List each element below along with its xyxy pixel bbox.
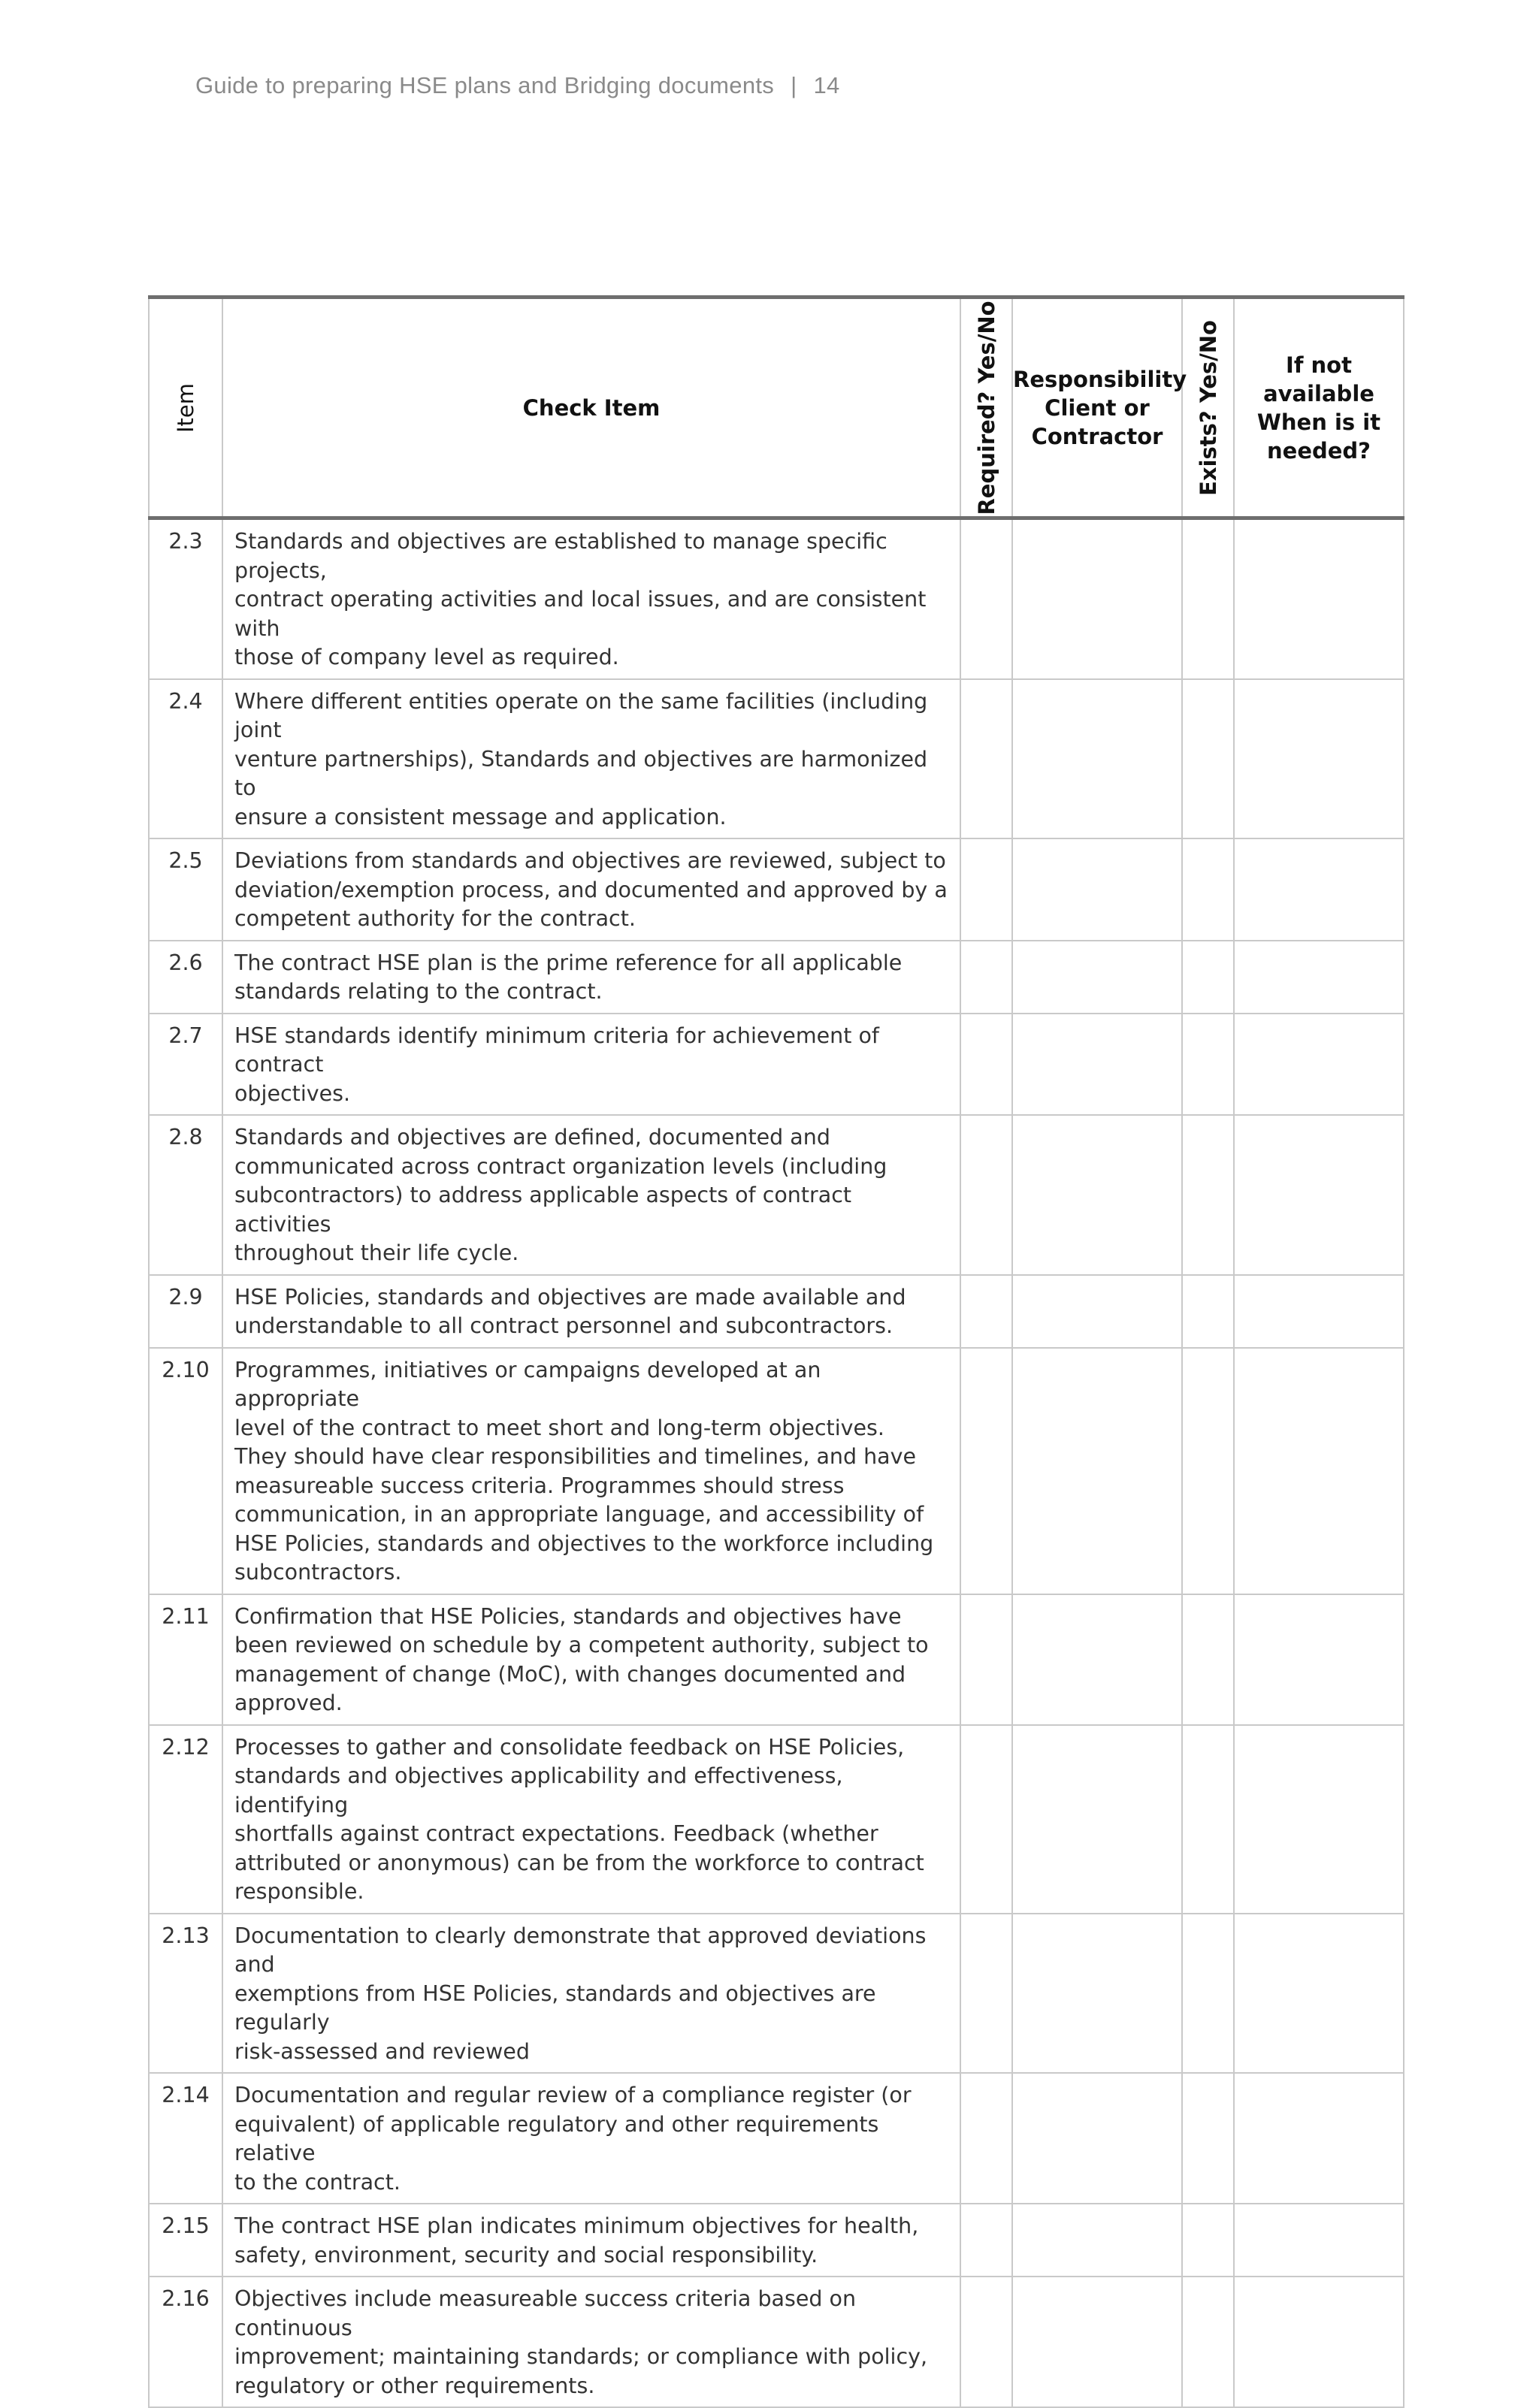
if-not-available-cell xyxy=(1234,1014,1404,1116)
column-header-item-label: Item xyxy=(173,382,198,433)
column-header-if-not-available-line: If not xyxy=(1286,352,1352,378)
required-cell xyxy=(960,838,1012,941)
if-not-available-cell xyxy=(1234,2073,1404,2204)
column-header-if-not-available-line: When is it xyxy=(1256,409,1381,435)
row-check-item xyxy=(222,679,960,839)
required-cell xyxy=(960,2277,1012,2407)
exists-cell xyxy=(1182,2073,1234,2204)
exists-cell xyxy=(1182,1014,1234,1116)
exists-cell xyxy=(1182,1275,1234,1348)
required-cell xyxy=(960,1275,1012,1348)
responsibility-cell xyxy=(1012,1594,1182,1725)
if-not-available-cell xyxy=(1234,1348,1404,1594)
row-item-number: 2.15 xyxy=(149,2204,222,2277)
responsibility-cell xyxy=(1012,1275,1182,1348)
required-cell xyxy=(960,941,1012,1014)
column-header-item xyxy=(149,298,222,518)
table-row xyxy=(149,2073,1404,2204)
check-item-line: HSE Policies, standards and objectives to the workforce including xyxy=(234,1530,934,1556)
if-not-available-cell xyxy=(1234,518,1404,679)
column-header-responsibility-line: Responsibility xyxy=(1013,366,1187,392)
check-item-line: safety, environment, security and social responsibility. xyxy=(234,2242,818,2268)
responsibility-cell xyxy=(1012,1115,1182,1275)
responsibility-cell xyxy=(1012,2204,1182,2277)
row-check-item xyxy=(222,2204,960,2277)
check-item-line: The contract HSE plan is the prime reference for all applicable xyxy=(234,950,903,975)
check-item-line: Standards and objectives are defined, documented and xyxy=(234,1125,830,1150)
check-item-line: They should have clear responsibilities and timelines, and have xyxy=(234,1444,917,1469)
row-check-item xyxy=(222,1725,960,1914)
column-header-exists-label: Exists? Yes/No xyxy=(1195,319,1221,496)
row-item-number: 2.10 xyxy=(149,1348,222,1594)
required-cell xyxy=(960,1014,1012,1116)
check-item-line: measureable success criteria. Programmes should stress xyxy=(234,1473,845,1498)
table-row xyxy=(149,941,1404,1014)
required-cell xyxy=(960,1348,1012,1594)
responsibility-cell xyxy=(1012,1014,1182,1116)
row-check-item xyxy=(222,941,960,1014)
row-check-item xyxy=(222,2277,960,2407)
table-row xyxy=(149,1914,1404,2074)
exists-cell xyxy=(1182,941,1234,1014)
check-item-line: regulatory or other requirements. xyxy=(234,2373,595,2398)
exists-cell xyxy=(1182,1115,1234,1275)
if-not-available-cell xyxy=(1234,1115,1404,1275)
check-item-line: venture partnerships), Standards and objectives are harmonized to xyxy=(234,746,928,800)
exists-cell xyxy=(1182,838,1234,941)
table-body xyxy=(149,518,1404,2408)
column-header-responsibility xyxy=(1012,298,1187,518)
table-header-row xyxy=(149,298,1404,518)
row-item-number: 2.16 xyxy=(149,2277,222,2407)
check-item-line: throughout their life cycle. xyxy=(234,1240,519,1265)
exists-cell xyxy=(1182,679,1234,839)
if-not-available-cell xyxy=(1234,2204,1404,2277)
header-divider: | xyxy=(791,72,797,98)
table-row xyxy=(149,1275,1404,1348)
table-row xyxy=(149,1725,1404,1914)
column-header-required-label: Required? Yes/No xyxy=(973,300,999,515)
responsibility-cell xyxy=(1012,2073,1182,2204)
check-item-line: contract operating activities and local issues, and are consistent with xyxy=(234,587,927,641)
table-row xyxy=(149,518,1404,679)
column-header-exists xyxy=(1182,298,1234,518)
check-item-line: responsible. xyxy=(234,1879,364,1904)
check-item-line: competent authority for the contract. xyxy=(234,906,636,931)
responsibility-cell xyxy=(1012,1725,1182,1914)
hse-checklist-table xyxy=(148,295,1404,2408)
if-not-available-cell xyxy=(1234,679,1404,839)
row-item-number: 2.6 xyxy=(149,941,222,1014)
check-item-line: HSE Policies, standards and objectives are made available and xyxy=(234,1284,906,1310)
row-item-number: 2.12 xyxy=(149,1725,222,1914)
required-cell xyxy=(960,679,1012,839)
responsibility-cell xyxy=(1012,518,1182,679)
check-item-line: Documentation and regular review of a compliance register (or xyxy=(234,2083,912,2107)
table-row xyxy=(149,1115,1404,1275)
exists-cell xyxy=(1182,518,1234,679)
check-item-line: HSE standards identify minimum criteria for achievement of contract xyxy=(234,1023,879,1077)
responsibility-cell xyxy=(1012,2277,1182,2407)
if-not-available-cell xyxy=(1234,2277,1404,2407)
row-item-number: 2.11 xyxy=(149,1594,222,1725)
check-item-line: those of company level as required. xyxy=(234,645,619,669)
column-header-check-item xyxy=(222,298,960,518)
check-item-line: communicated across contract organization levels (including xyxy=(234,1153,887,1179)
row-item-number: 2.5 xyxy=(149,838,222,941)
check-item-line: improvement; maintaining standards; or compliance with policy, xyxy=(234,2344,928,2369)
check-item-line: Confirmation that HSE Policies, standards and objectives have xyxy=(234,1603,902,1629)
responsibility-cell xyxy=(1012,1914,1182,2074)
required-cell xyxy=(960,1594,1012,1725)
check-item-line: Processes to gather and consolidate feedback on HSE Policies, xyxy=(234,1734,905,1760)
row-item-number: 2.13 xyxy=(149,1914,222,2074)
table-row xyxy=(149,838,1404,941)
check-item-line: Programmes, initiatives or campaigns developed at an appropriate xyxy=(234,1357,821,1411)
check-item-line: subcontractors) to address applicable aspects of contract activities xyxy=(234,1183,852,1237)
row-check-item xyxy=(222,1348,960,1594)
column-header-if-not-available xyxy=(1234,298,1404,518)
check-item-line: ensure a consistent message and application. xyxy=(234,804,727,829)
table-row xyxy=(149,679,1404,839)
if-not-available-cell xyxy=(1234,1725,1404,1914)
column-header-if-not-available-line: available xyxy=(1263,380,1374,406)
column-header-required xyxy=(960,298,1012,518)
check-item-line: standards and objectives applicability and effectiveness, identifying xyxy=(234,1763,843,1817)
if-not-available-cell xyxy=(1234,1594,1404,1725)
row-item-number: 2.4 xyxy=(149,679,222,839)
responsibility-cell xyxy=(1012,679,1182,839)
responsibility-cell xyxy=(1012,838,1182,941)
row-item-number: 2.14 xyxy=(149,2073,222,2204)
check-item-line: The contract HSE plan indicates minimum objectives for health, xyxy=(234,2213,919,2238)
check-item-line: deviation/exemption process, and documented and approved by a xyxy=(234,877,948,902)
row-check-item xyxy=(222,518,960,679)
exists-cell xyxy=(1182,1594,1234,1725)
check-item-line: been reviewed on schedule by a competent authority, subject to xyxy=(234,1633,929,1657)
required-cell xyxy=(960,518,1012,679)
check-item-line: Standards and objectives are established to manage specific projects, xyxy=(234,529,887,583)
if-not-available-cell xyxy=(1234,1914,1404,2074)
table-row xyxy=(149,1594,1404,1725)
check-item-line: attributed or anonymous) can be from the workforce to contract xyxy=(234,1850,924,1875)
table-row xyxy=(149,2204,1404,2277)
page-number: 14 xyxy=(813,72,840,98)
table-row xyxy=(149,1014,1404,1116)
check-item-line: communication, in an appropriate language, and accessibility of xyxy=(234,1502,924,1527)
responsibility-cell xyxy=(1012,941,1182,1014)
table-row xyxy=(149,2277,1404,2407)
check-item-line: standards relating to the contract. xyxy=(234,979,603,1004)
required-cell xyxy=(960,2073,1012,2204)
row-check-item xyxy=(222,2073,960,2204)
check-item-line: Documentation to clearly demonstrate that approved deviations and xyxy=(234,1923,927,1977)
required-cell xyxy=(960,1914,1012,2074)
check-item-line: equivalent) of applicable regulatory and other requirements relative xyxy=(234,2111,879,2165)
row-check-item xyxy=(222,1594,960,1725)
check-item-line: Deviations from standards and objectives are reviewed, subject to xyxy=(234,848,946,873)
running-header xyxy=(195,72,840,99)
exists-cell xyxy=(1182,2277,1234,2407)
row-check-item xyxy=(222,838,960,941)
check-item-line: management of change (MoC), with changes documented and xyxy=(234,1661,906,1687)
exists-cell xyxy=(1182,1348,1234,1594)
responsibility-cell xyxy=(1012,1348,1182,1594)
row-check-item xyxy=(222,1014,960,1116)
table-row xyxy=(149,1348,1404,1594)
check-item-line: shortfalls against contract expectations. Feedback (whether xyxy=(234,1821,878,1846)
check-item-line: understandable to all contract personnel and subcontractors. xyxy=(234,1313,893,1338)
row-check-item xyxy=(222,1914,960,2074)
document-title: Guide to preparing HSE plans and Bridging documents xyxy=(195,72,775,98)
check-item-line: subcontractors. xyxy=(234,1560,402,1585)
exists-cell xyxy=(1182,2204,1234,2277)
required-cell xyxy=(960,1725,1012,1914)
check-item-line: objectives. xyxy=(234,1080,351,1106)
row-item-number: 2.8 xyxy=(149,1115,222,1275)
check-item-line: exemptions from HSE Policies, standards and objectives are regularly xyxy=(234,1980,876,2035)
if-not-available-cell xyxy=(1234,1275,1404,1348)
if-not-available-cell xyxy=(1234,838,1404,941)
column-header-if-not-available-line: needed? xyxy=(1267,437,1371,464)
check-item-line: Objectives include measureable success criteria based on continuous xyxy=(234,2286,857,2340)
if-not-available-cell xyxy=(1234,941,1404,1014)
exists-cell xyxy=(1182,1725,1234,1914)
row-check-item xyxy=(222,1275,960,1348)
check-item-line: level of the contract to meet short and long-term objectives. xyxy=(234,1415,884,1440)
row-item-number: 2.3 xyxy=(149,518,222,679)
column-header-responsibility-line: Client or xyxy=(1045,394,1150,421)
check-item-line: risk-assessed and reviewed xyxy=(234,2038,530,2064)
check-item-line: approved. xyxy=(234,1690,343,1715)
check-item-line: Where different entities operate on the same facilities (including joint xyxy=(234,688,928,742)
column-header-responsibility-line: Contractor xyxy=(1031,423,1163,449)
column-header-check-item-label: Check Item xyxy=(522,394,661,421)
exists-cell xyxy=(1182,1914,1234,2074)
row-item-number: 2.7 xyxy=(149,1014,222,1116)
row-item-number: 2.9 xyxy=(149,1275,222,1348)
required-cell xyxy=(960,1115,1012,1275)
row-check-item xyxy=(222,1115,960,1275)
check-item-line: to the contract. xyxy=(234,2169,401,2195)
required-cell xyxy=(960,2204,1012,2277)
